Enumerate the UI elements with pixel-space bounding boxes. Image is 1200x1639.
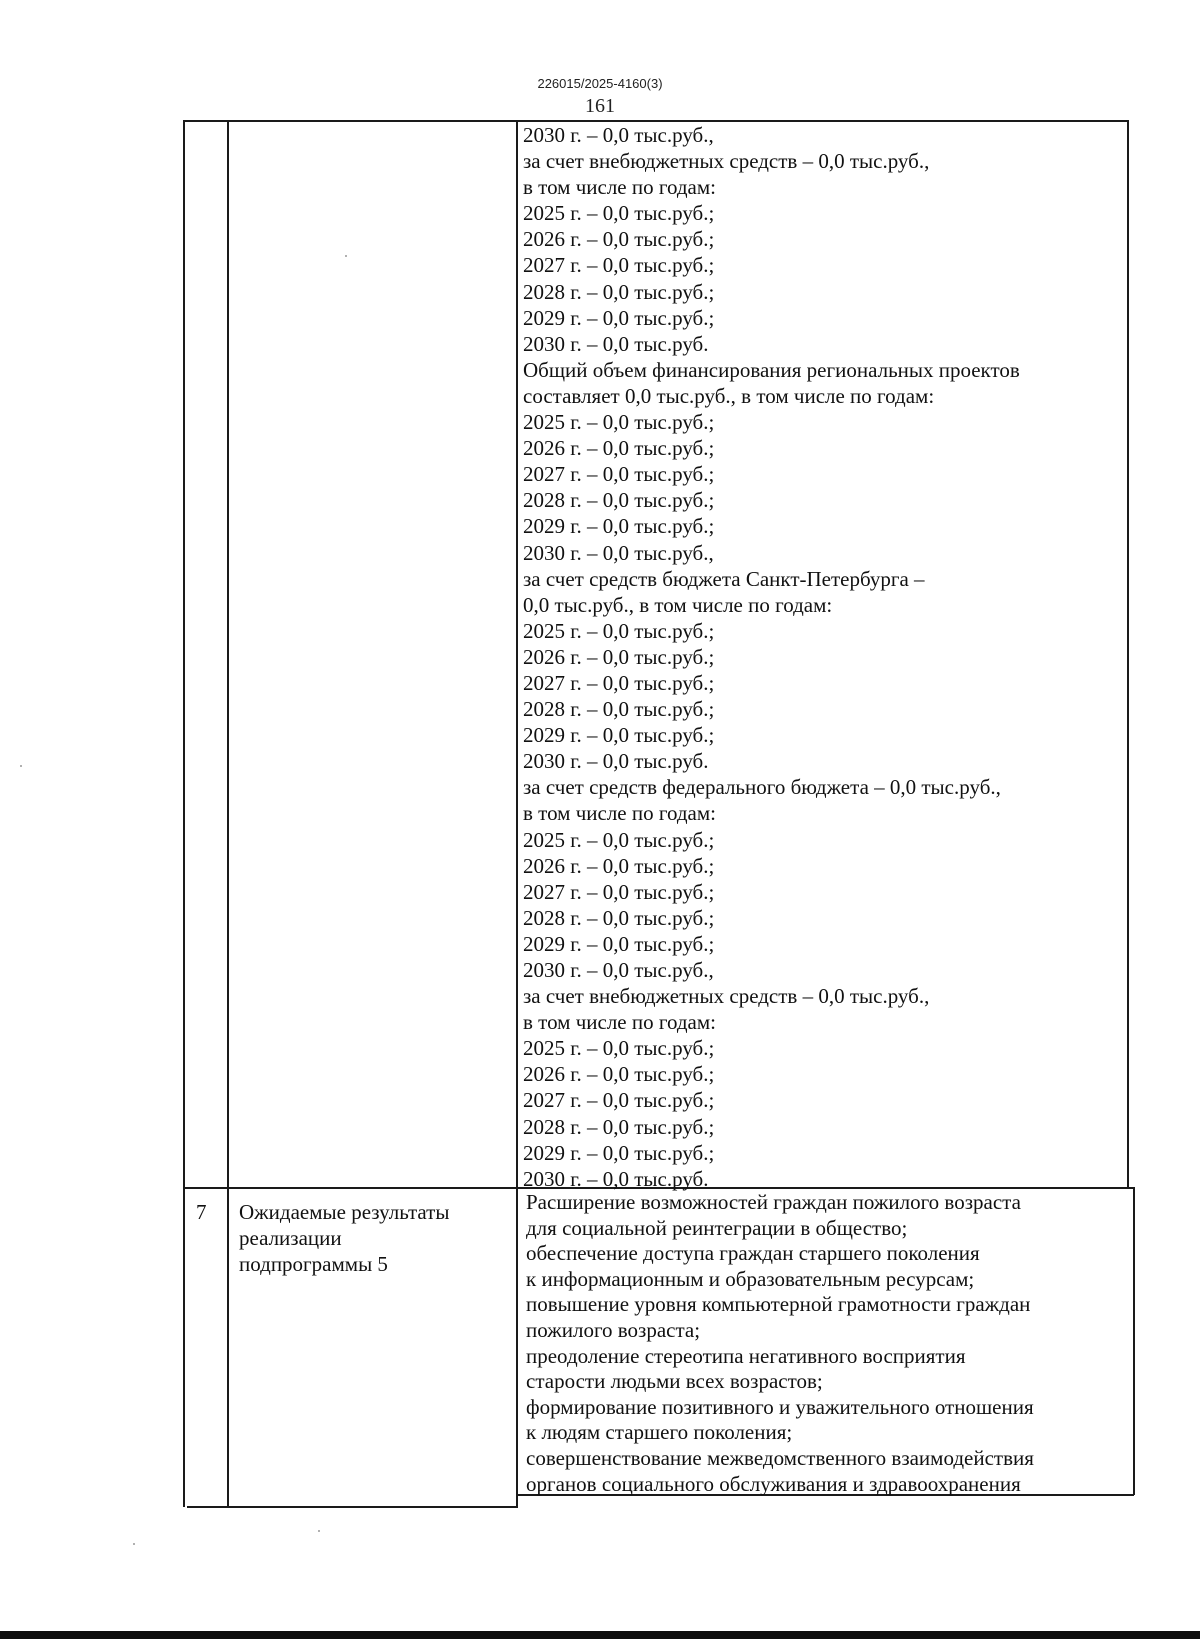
cell-line: 2028 г. – 0,0 тыс.руб.; <box>523 905 715 930</box>
cell-line: 2029 г. – 0,0 тыс.руб.; <box>523 305 715 330</box>
page-number: 161 <box>585 95 615 117</box>
cell-line: 2025 г. – 0,0 тыс.руб.; <box>523 827 715 852</box>
cell-line: Общий объем финансирования региональных проектов <box>523 357 1020 382</box>
result-line: органов социального обслуживания и здравоохранения <box>526 1471 1021 1496</box>
cell-line: 2028 г. – 0,0 тыс.руб.; <box>523 279 715 304</box>
cell-line: 2025 г. – 0,0 тыс.руб.; <box>523 201 715 226</box>
table-right-border-row7 <box>1133 1187 1135 1495</box>
cell-line: за счет внебюджетных средств – 0,0 тыс.руб., <box>523 149 930 174</box>
result-line: для социальной реинтеграции в общество; <box>526 1215 908 1240</box>
scan-speck <box>318 1530 320 1532</box>
cell-line: 0,0 тыс.руб., в том числе по годам: <box>523 592 833 617</box>
label-line: Ожидаемые результаты <box>239 1200 450 1224</box>
scan-speck <box>133 1543 135 1545</box>
scan-speck <box>345 255 347 257</box>
result-line: обеспечение доступа граждан старшего поколения <box>526 1241 980 1266</box>
funding-cell <box>523 122 1020 1192</box>
row-value <box>526 1190 1034 1497</box>
cell-line: 2030 г. – 0,0 тыс.руб., <box>523 958 714 982</box>
result-line: повышение уровня компьютерной грамотности граждан <box>526 1292 1031 1317</box>
cell-line: 2030 г. – 0,0 тыс.руб. <box>523 331 709 356</box>
column-divider-1 <box>227 120 229 1507</box>
cell-line: 2030 г. – 0,0 тыс.руб., <box>523 123 714 147</box>
cell-line: 2026 г. – 0,0 тыс.руб.; <box>523 853 715 878</box>
cell-line: 2026 г. – 0,0 тыс.руб.; <box>523 1062 715 1087</box>
cell-line: 2026 г. – 0,0 тыс.руб.; <box>523 644 715 669</box>
scan-speck <box>20 765 22 767</box>
cell-line: 2025 г. – 0,0 тыс.руб.; <box>523 1036 715 1061</box>
cell-line: 2026 г. – 0,0 тыс.руб.; <box>523 436 715 461</box>
cell-line: 2030 г. – 0,0 тыс.руб. <box>523 1166 709 1191</box>
result-line: старости людьми всех возрастов; <box>526 1369 823 1394</box>
cell-line: 2029 г. – 0,0 тыс.руб.; <box>523 514 715 539</box>
cell-line: в том числе по годам: <box>523 1010 716 1035</box>
column-divider-2 <box>516 120 518 1507</box>
cell-line: 2029 г. – 0,0 тыс.руб.; <box>523 931 715 956</box>
label-line: подпрограммы 5 <box>239 1252 388 1277</box>
result-line: пожилого возраста; <box>526 1317 701 1342</box>
cell-line: за счет средств федерального бюджета – 0,0 тыс.руб., <box>523 775 1001 800</box>
cell-line: 2030 г. – 0,0 тыс.руб. <box>523 749 709 774</box>
cell-line: 2030 г. – 0,0 тыс.руб., <box>523 540 714 565</box>
cell-line: в том числе по годам: <box>523 175 716 200</box>
table-left-border <box>183 120 185 1507</box>
document-registration-number: 226015/2025-4160(3) <box>537 76 663 91</box>
cell-line: 2025 г. – 0,0 тыс.руб.; <box>523 410 715 435</box>
result-line: Расширение возможностей граждан пожилого возраста <box>526 1190 1021 1214</box>
cell-line: 2027 г. – 0,0 тыс.руб.; <box>523 462 715 487</box>
cell-line: 2026 г. – 0,0 тыс.руб.; <box>523 227 715 252</box>
result-line: совершенствование межведомственного взаимодействия <box>526 1445 1034 1470</box>
cell-line: за счет средств бюджета Санкт-Петербурга – <box>523 566 925 591</box>
result-line: к людям старшего поколения; <box>526 1420 793 1445</box>
cell-line: 2027 г. – 0,0 тыс.руб.; <box>523 1088 715 1113</box>
row-number: 7 <box>196 1200 207 1224</box>
cell-line: 2029 г. – 0,0 тыс.руб.; <box>523 1140 715 1165</box>
result-line: преодоление стереотипа негативного восприятия <box>526 1343 966 1368</box>
cell-line: 2028 г. – 0,0 тыс.руб.; <box>523 697 715 722</box>
cell-line: 2028 г. – 0,0 тыс.руб.; <box>523 488 715 513</box>
cell-line: за счет внебюджетных средств – 0,0 тыс.руб., <box>523 984 930 1009</box>
cell-line: 2025 г. – 0,0 тыс.руб.; <box>523 618 715 643</box>
result-line: формирование позитивного и уважительного отношения <box>526 1394 1034 1419</box>
cell-line: в том числе по годам: <box>523 801 716 826</box>
scan-bottom-edge <box>0 1631 1200 1639</box>
result-line: к информационным и образовательным ресурсам; <box>526 1266 975 1291</box>
cell-line: 2027 г. – 0,0 тыс.руб.; <box>523 253 715 278</box>
cell-line: 2027 г. – 0,0 тыс.руб.; <box>523 670 715 695</box>
cell-line: 2029 г. – 0,0 тыс.руб.; <box>523 723 715 748</box>
cell-line: составляет 0,0 тыс.руб., в том числе по годам: <box>523 383 935 408</box>
table-bottom-border-left <box>187 1506 518 1508</box>
label-line: реализации <box>239 1226 342 1251</box>
table-right-border <box>1127 120 1129 1187</box>
cell-line: 2027 г. – 0,0 тыс.руб.; <box>523 879 715 904</box>
cell-line: 2028 г. – 0,0 тыс.руб.; <box>523 1114 715 1139</box>
row-label <box>239 1199 449 1277</box>
